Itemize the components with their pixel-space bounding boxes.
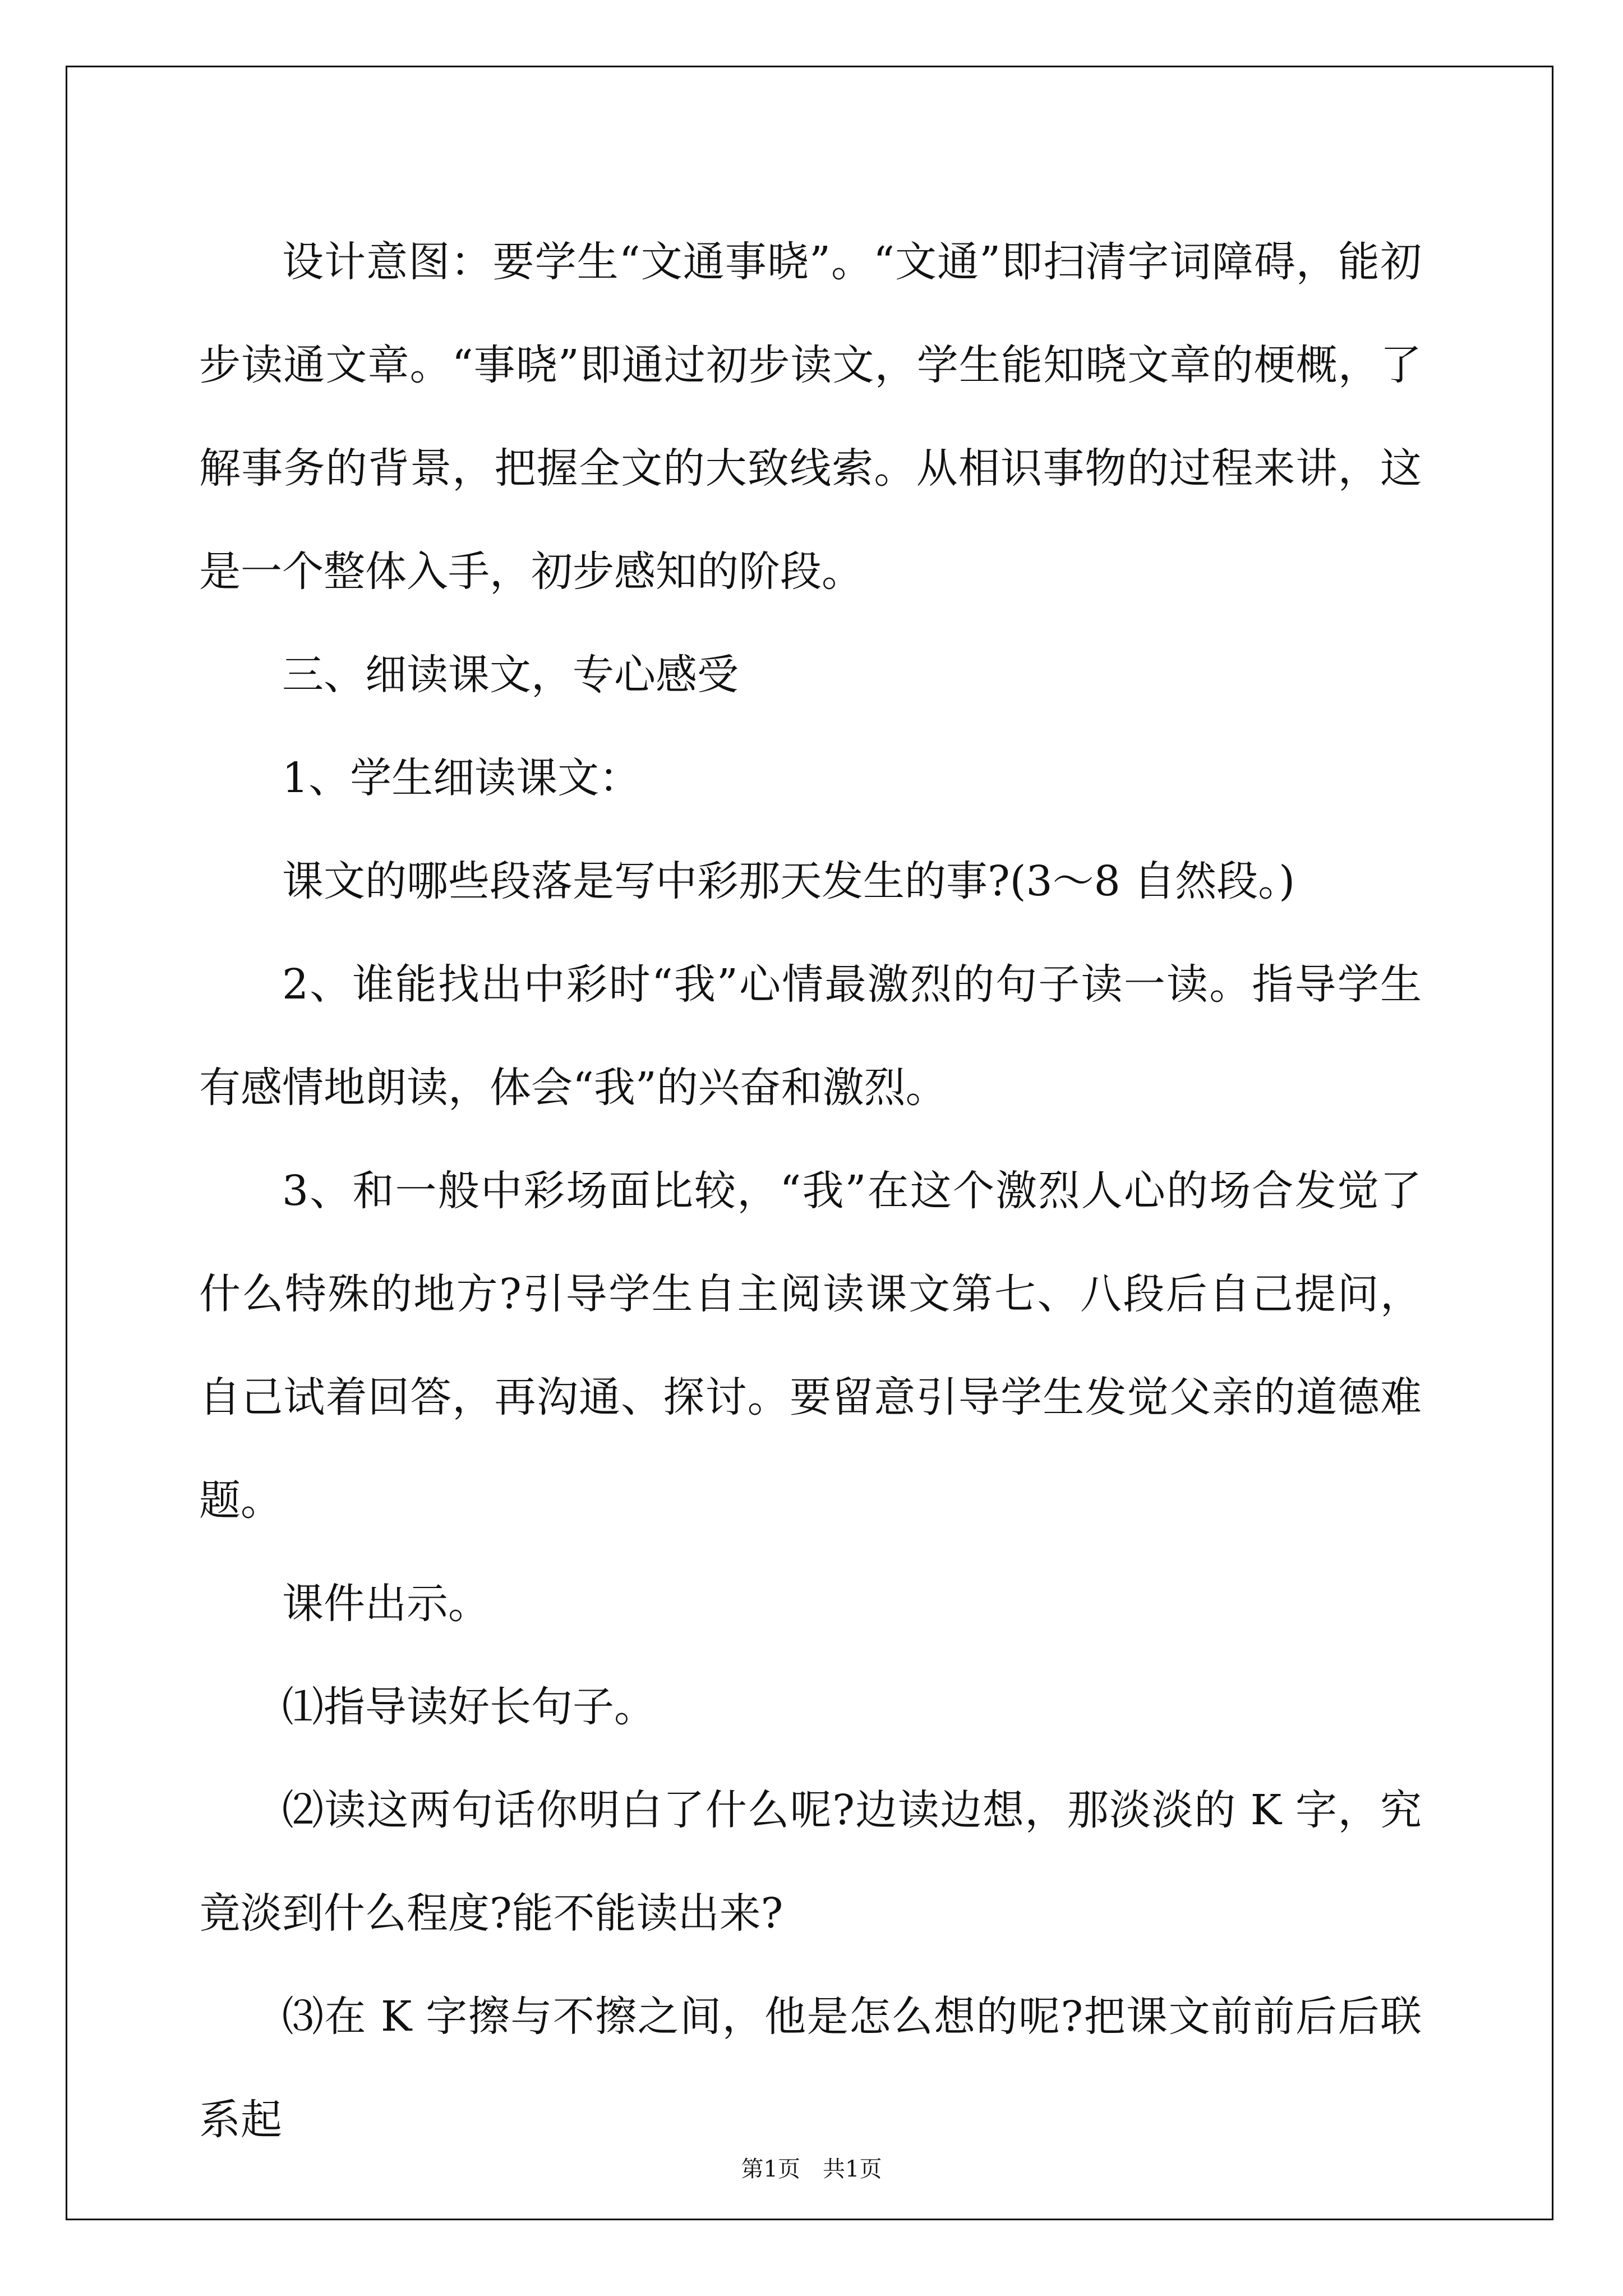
- page-number: 第1页: [741, 2156, 800, 2182]
- section-heading-3: 三、细读课文，专心感受: [282, 651, 739, 699]
- document-body: [199, 210, 1422, 2171]
- paragraph-courseware: 课件出示。: [282, 1580, 490, 1628]
- paragraph-step-3: 3、和一般中彩场面比较，“我”在这个激烈人心的场合发觉了什么特殊的地方?引导学生自主阅读课文第七、八段后自己提问，自己试着回答，再沟通、探讨。要留意引导学生发觉父亲的道德难题。: [199, 1167, 1422, 1525]
- paragraph-step-1: 1、学生细读课文：: [282, 754, 641, 802]
- paragraph-design-intent: 设计意图：要学生“文通事晓”。“文通”即扫清字词障碍，能初步读通文章。“事晓”即通过初步读文，学生能知晓文章的梗概，了解事务的背景，把握全文的大致线索。从相识事物的过程来讲，这是一个整体入手，初步感知的阶段。: [199, 238, 1422, 596]
- page-footer: [0, 2151, 1623, 2183]
- paragraph-item-3: ⑶在 K 字擦与不擦之间，他是怎么想的呢?把课文前前后后联系起: [199, 1993, 1422, 2144]
- paragraph-item-2: ⑵读这两句话你明白了什么呢?边读边想，那淡淡的 K 字，究竟淡到什么程度?能不能读出来?: [199, 1786, 1422, 1938]
- page-total: 共1页: [823, 2156, 882, 2182]
- paragraph-step-2: 2、谁能找出中彩时“我”心情最激烈的句子读一读。指导学生有感情地朗读，体会“我”的兴奋和激烈。: [199, 960, 1422, 1112]
- paragraph-item-1: ⑴指导读好长句子。: [282, 1683, 656, 1731]
- paragraph-question: 课文的哪些段落是写中彩那天发生的事?(3～8 自然段。): [282, 857, 1295, 905]
